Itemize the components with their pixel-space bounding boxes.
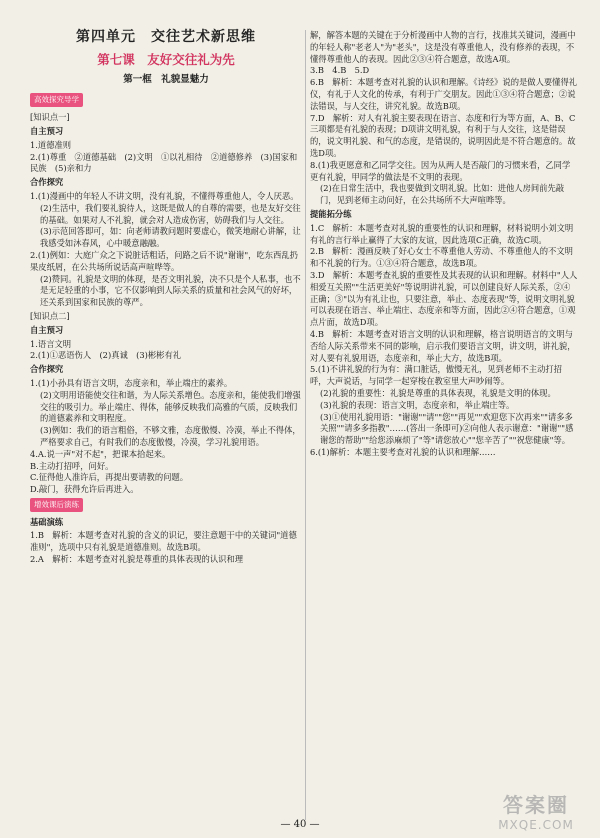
page-number: — 40 —	[280, 819, 320, 830]
answer-line: 6.(1)解析：本题主要考查对礼貌的认识和理解……	[310, 446, 496, 457]
answer-line: 2.B 解析：漫画反映了好心女士不尊重他人劳动、不尊重他人的不文明和不礼貌的行为。①③④符合题意，故选B项。	[310, 246, 573, 269]
section-tag-practice: 增效课后演练	[30, 498, 83, 512]
answer-line: B.主动打招呼，问好。	[30, 460, 114, 471]
answer-line: 1.道德准则	[30, 139, 72, 150]
cooperative-heading-1: 合作探究	[30, 177, 64, 188]
left-column	[30, 28, 302, 566]
knowledge-point-2: [知识点二]	[30, 310, 70, 321]
answer-line: (2)在日常生活中，我也要做到文明礼貌。比如：进他人房间前先敲门，见到老师主动问好，在公共场所不大声喧哗等。	[320, 183, 565, 206]
answer-line: 2.(1)例如：大庭广众之下说脏话粗话，问路之后不说"谢谢"，吃东西乱扔果皮纸屑，在公共场所说话高声喧哗等。	[30, 249, 298, 272]
answer-line: (2)生活中，我们要礼貌待人，这既是做人的自尊的需要，也是友好交往的基础。如果对人不礼貌，就会对人造成伤害，妨碍我们与人交往。	[40, 202, 301, 225]
extension-heading: 提能拓分练	[310, 208, 352, 219]
unit-title: 第四单元 交往艺术新思维	[76, 29, 256, 45]
answer-line: 1.(1)漫画中的年轻人不讲文明，没有礼貌，不懂得尊重他人，令人厌恶。	[30, 190, 299, 201]
watermark-url: MXQE.COM	[498, 818, 574, 832]
answer-line: 2.A 解析：本题考查对礼貌是尊重的具体表现的认识和理	[30, 554, 244, 565]
answer-line: 3.D 解析：本题考查礼貌的重要性及其表现的认识和理解。材料中"人人相爱互关照""生活更美好"等说明讲礼貌，可以创建良好人际关系，②④正确；③"以为有礼让也，只要注意，举止、态度表现"等，说明文明礼貌可以表现在语言、举止端庄、态度亲和等方面，因此②④符合题意，①观点片面，故选D项。	[310, 269, 578, 328]
answer-line: C.征得他人准许后，再提出要请教的问题。	[30, 472, 189, 483]
answer-line: D.敲门，获得允许后再进入。	[30, 484, 139, 495]
answer-line: (3)①使用礼貌用语："谢谢""请""您""再见""欢迎您下次再来""请多多关照""请多多指教"……(答出一条即可)②向他人表示谢意："谢谢""感谢您的帮助""给您添麻烦了"等"请您放心""您辛苦了""祝您健康"等。	[320, 411, 574, 446]
answer-line: 1.B 解析：本题考查对礼貌的含义的识记，要注意题干中的关键词"道德准则"，选项中只有礼貌是道德准则。故选B项。	[30, 530, 297, 553]
answer-line: (2)赞同。礼貌是文明的体现，是否文明礼貌，决不只是个人私事，也不是无足轻重的小事，它不仅影响到人际关系的质量和社会风气的好坏，还关系到国家和民族的尊严。	[40, 273, 301, 308]
answer-line: 4.A.说一声"对不起"，把课本拾起来。	[30, 448, 171, 459]
answer-line: 1.语言文明	[30, 338, 72, 349]
answer-line: 8.(1)我更愿意和乙同学交往。因为从两人是否敲门的习惯来看，乙同学更有礼貌，甲同学的做法是不文明的表现。	[310, 159, 571, 182]
self-study-heading-2: 自主预习	[30, 324, 64, 335]
section-tag-explore: 高效探究导学	[30, 93, 83, 107]
answer-line: 7.D 解析：对人有礼貌主要表现在语言、态度和行为等方面，A、B、C三项都是有礼貌的表现；D项讲文明礼貌，有利于与人交往，这是错误的，说文明礼貌、和气的态度，是错误的，说明因此是不符合题意的。故选D项。	[310, 112, 576, 158]
lesson-title: 第七课 友好交往礼为先	[97, 51, 235, 67]
answer-line: 1.(1)小孙具有语言文明，态度亲和，举止端庄的素养。	[30, 377, 233, 388]
answer-line: 5.(1)不讲礼貌的行为有：满口脏话，傲慢无礼，见到老师不主动打招呼，大声说话，与同学一起穿梭在教室里大声吵闹等。	[310, 364, 562, 387]
answer-line: (3)例如：我们的语言粗俗，不够文雅，态度傲慢、冷漠，举止不得体，严格要求自己，有时我们的态度傲慢，冷漠，学习礼貌用语。	[40, 425, 301, 447]
answer-line: 解，解答本题的关键在于分析漫画中人物的言行，找准其关键词，漫画中的年轻人称"老老人"为"老头"，这是没有尊重他人，没有修养的表现，不懂得尊重他人的表现。因此②③④符合题意，故选A项。	[310, 30, 576, 64]
knowledge-point-1: [知识点一]	[30, 112, 70, 123]
basic-practice-heading: 基础演练	[30, 516, 64, 527]
answer-line: 3.B 4.B 5.D	[310, 65, 370, 76]
watermark-text: 答案圈	[503, 793, 569, 817]
answer-line: (3)礼貌的表现：语言文明，态度亲和，举止端庄等。	[320, 399, 515, 410]
cooperative-heading-2: 合作探究	[30, 364, 64, 375]
answer-line: 4.B 解析：本题考查对语言文明的认识和理解，格言说明语言的文明与否给人际关系带来不同的影响，启示我们要语言文明，讲文明，讲礼貌，对人要有礼貌用语，态度亲和，举止大方，故选B项。	[310, 328, 576, 363]
watermark-logo	[490, 789, 582, 832]
answer-line: (3)示范回答即可，如：向老师请教问题时要虚心，微笑地耐心讲解，让我感受如沐春风，心中暖意融融。	[40, 226, 301, 249]
frame-title: 第一框 礼貌显魅力	[123, 73, 209, 85]
answer-line: 2.(1)尊重 ②道德基础 (2)文明 ①以礼相待 ②道德修养 (3)国家和民族 (5)亲和力	[30, 151, 298, 174]
self-study-heading-1: 自主预习	[30, 125, 64, 136]
answer-line: (2)礼貌的重要性：礼貌是尊重的具体表现，礼貌是文明的体现。	[320, 387, 556, 398]
right-column	[310, 30, 578, 459]
answer-line: 1.C 解析：本题考查对礼貌的重要性的认识和理解，材料说明小刘文明有礼的言行举止赢得了大家的友谊，因此选项C正确，故选C项。	[310, 222, 574, 245]
column-divider	[305, 30, 306, 820]
answer-line: 6.B 解析：本题考查对礼貌的认识和理解。《诗经》说的是做人要懂得礼仪，有礼于人文化的传承，有利于广交朋友。因此①③④符合题意；②说法错误，与人交往，讲究礼貌。故选B项。	[310, 77, 578, 111]
answer-line: (2)文明用语能使交往和谐，为人际关系增色。态度亲和，能使我们增强交往的吸引力。举止端庄、得体，能够反映我们高雅的气质，反映我们的道德素养和文明程度。	[40, 389, 301, 424]
answer-line: 2.(1)①恶语伤人 (2)真诚 (3)彬彬有礼	[30, 350, 182, 361]
